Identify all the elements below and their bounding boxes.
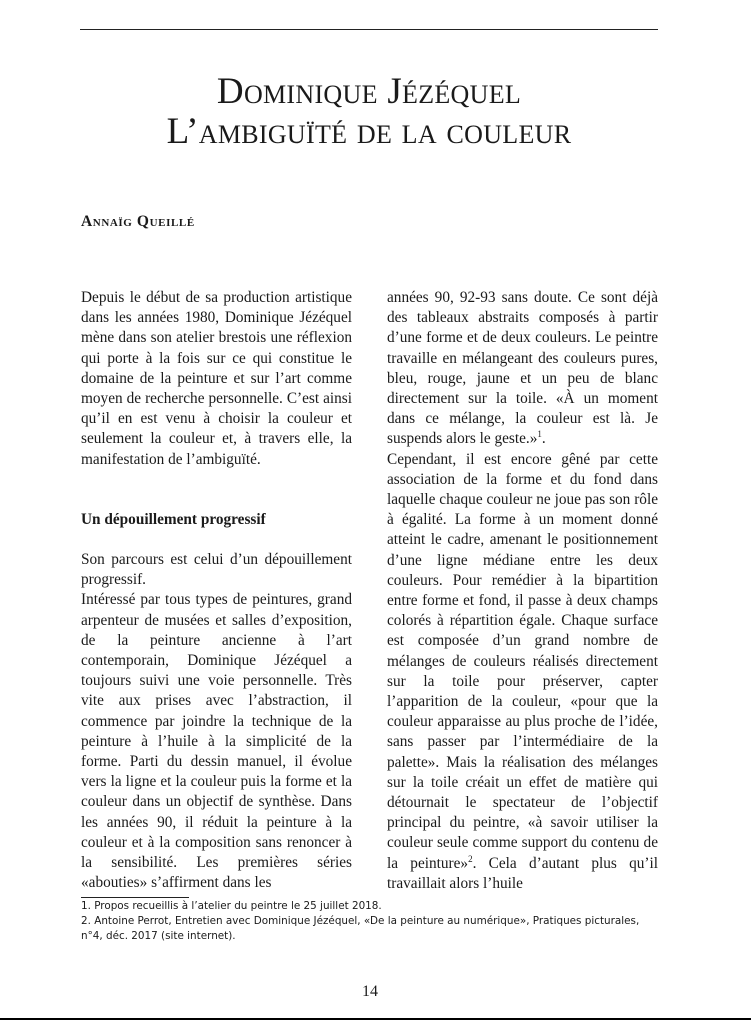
footnote-rule (81, 897, 189, 898)
paragraph-text-end: . (541, 430, 546, 448)
author-name: Annaïg Queillé (81, 213, 195, 230)
footnotes (81, 899, 659, 944)
footnote-1: 1. Propos recueillis à l’atelier du peintre le 25 juillet 2018. (81, 900, 382, 912)
body-paragraph (387, 450, 658, 894)
footnote-marker-2[interactable]: 2 (468, 853, 473, 864)
section-heading: Un dépouillement progressif (81, 510, 266, 528)
article-title (80, 72, 658, 152)
paragraph-text: Cependant, il est encore gêné par cette association de la forme et du fond dans laquelle chaque couleur ne joue pas son rôle à égalité. La forme à un moment donné atteint le cadre, amenant le positionnement d’une ligne médiane entre les deux couleurs. Pour remédier à la bipartition entre forme et fond, il passe à deux champs colorés à répartition égale. Chaque surface est composée d’un grand nombre de mélanges de couleurs réalisés directement sur la toile pour préserver, capter l’apparition de la couleur, «pour que la couleur apparaisse au plus proche de l’idée, sans passer par l’intermédiaire de la palette». Mais la réalisation des mélanges sur la toile créait un effet de matière qui détournait le spectateur de l’objectif principal du peintre, «à savoir utiliser la couleur seule comme support du contenu de la peinture» (387, 450, 658, 872)
spacer (81, 530, 352, 550)
spacer (81, 470, 352, 510)
title-line-1: Dominique Jézéquel (216, 71, 522, 112)
right-column (387, 288, 658, 894)
top-rule (80, 29, 658, 30)
footnote-marker-1[interactable]: 1 (537, 429, 542, 440)
paragraph-text: années 90, 92-93 sans doute. Ce sont déjà des tableaux abstraits composés à partir d’une forme et de deux couleurs. Le peintre travaille en mélangeant des couleurs pures, bleu, rouge, jaune et un peu de blanc directement sur la toile. «À un moment dans ce mélange, la couleur est là. Je suspends alors le geste.» (387, 289, 658, 448)
title-line-2: L’ambiguïté de la couleur (166, 111, 572, 152)
body-paragraph: Intéressé par tous types de peintures, grand arpenteur de musées et salles d’exposition, de la peinture ancienne à l’art contemporain, Dominique Jézéquel a toujours suivi une voie personnelle. Très vite aux prises avec l’abstraction, il commence par joindre la technique de la peinture à l’huile à la simplicité de la forme. Parti du dessin manuel, il évolue vers la ligne et la couleur puis la forme et la couleur dans un objectif de synthèse. Dans les années 90, il réduit la peinture à la couleur et à la composition sans renoncer à la sensibilité. Les premières séries «abouties» s’affirment dans les (81, 591, 352, 892)
body-paragraph: Son parcours est celui d’un dépouillement progressif. (81, 551, 352, 589)
footnote-2: 2. Antoine Perrot, Entretien avec Dominique Jézéquel, «De la peinture au numérique», Pratiques picturales, n°4, déc. 2017 (site internet). (81, 915, 640, 942)
paragraph-text-end: . Cela d’autant plus qu’il travaillait alors l’huile (387, 854, 658, 892)
page-number: 14 (362, 983, 378, 1000)
intro-paragraph: Depuis le début de sa production artistique dans les années 1980, Dominique Jézéquel mène dans son atelier brestois une réflexion qui porte à la fois sur ce qui constitue le domaine de la peinture et sur l’art comme moyen de recherche personnelle. C’est ainsi qu’il en est venu à choisir la couleur et seulement la couleur et, à travers elle, la manifestation de l’ambiguïté. (81, 289, 352, 468)
left-column (81, 288, 352, 893)
body-paragraph (387, 288, 658, 450)
